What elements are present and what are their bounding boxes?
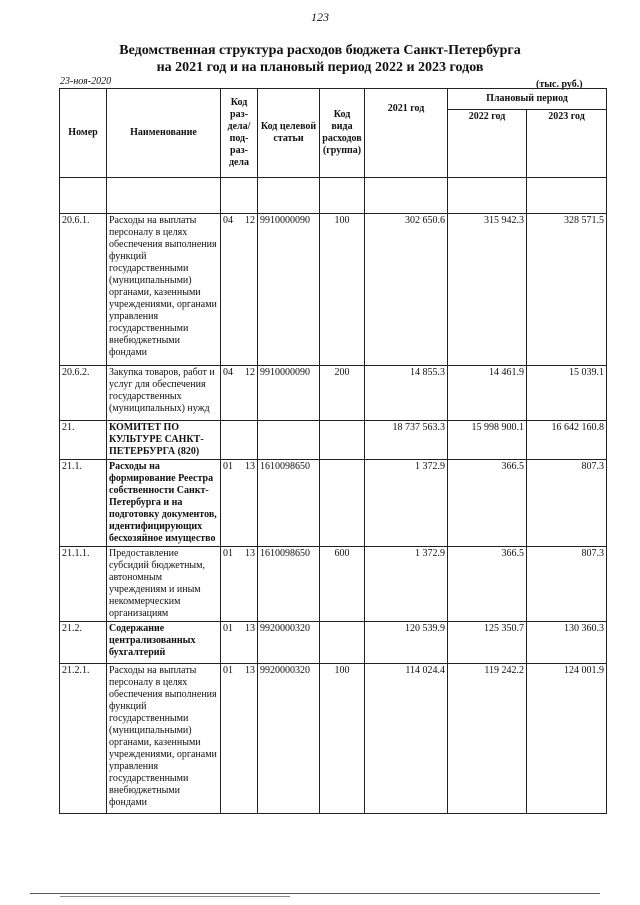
subsection-code: 13 [245, 665, 255, 676]
row-name: Расходы на формирование Реестра собственности Санкт-Петербурга и на подготовку документов, идентифицирующих бесхозяйное имущество [107, 460, 221, 547]
row-amount-2023: 124 001.9 [527, 664, 607, 814]
row-expense-kind: 100 [320, 214, 365, 366]
row-amount-2021: 1 372.9 [365, 547, 448, 622]
header-section-code: Код раз-дела/ под-раз-дела [221, 89, 258, 178]
row-amount-2021: 14 855.3 [365, 366, 448, 421]
header-2022: 2022 год [448, 110, 527, 178]
table-row [60, 214, 607, 366]
header-target-code: Код целевой статьи [258, 89, 320, 178]
section-code-pair [223, 215, 255, 226]
row-expense-kind [320, 421, 365, 460]
subsection-code: 13 [245, 623, 255, 634]
row-amount-2022: 14 461.9 [448, 366, 527, 421]
row-expense-kind [320, 460, 365, 547]
row-amount-2023: 130 360.3 [527, 622, 607, 664]
section-code-pair [223, 367, 255, 378]
table-row [60, 547, 607, 622]
document-date: 23-ноя-2020 [60, 76, 112, 87]
row-expense-kind [320, 622, 365, 664]
table-row [60, 622, 607, 664]
row-amount-2023: 807.3 [527, 547, 607, 622]
row-number: 20.6.1. [60, 214, 107, 366]
row-target-code [258, 421, 320, 460]
row-name: КОМИТЕТ ПО КУЛЬТУРЕ САНКТ-ПЕТЕРБУРГА (820) [107, 421, 221, 460]
row-amount-2023: 328 571.5 [527, 214, 607, 366]
bottom-divider-secondary [60, 896, 290, 897]
row-amount-2022: 315 942.3 [448, 214, 527, 366]
row-amount-2022: 125 350.7 [448, 622, 527, 664]
unit-label: (тыс. руб.) [536, 79, 583, 90]
row-amount-2023: 807.3 [527, 460, 607, 547]
row-number: 20.6.2. [60, 366, 107, 421]
row-name: Закупка товаров, работ и услуг для обеспечения государственных (муниципальных) нужд [107, 366, 221, 421]
row-amount-2021: 120 539.9 [365, 622, 448, 664]
row-number: 21. [60, 421, 107, 460]
row-expense-kind: 200 [320, 366, 365, 421]
table-spacer-row [60, 178, 607, 214]
header-2021: 2021 год [365, 89, 448, 178]
row-target-code: 1610098650 [258, 547, 320, 622]
row-section-code [221, 214, 258, 366]
row-name: Предоставление субсидий бюджетным, автономным учреждениям и иным некоммерческим организациям [107, 547, 221, 622]
header-name: Наименование [107, 89, 221, 178]
row-number: 21.1.1. [60, 547, 107, 622]
header-2023: 2023 год [527, 110, 607, 178]
row-name: Расходы на выплаты персоналу в целях обеспечения выполнения функций государственными (муниципальными) органами, казенными учреждениями, органами управления государственными внебюджетными фондами [107, 214, 221, 366]
subsection-code: 13 [245, 548, 255, 559]
section-code: 01 [223, 665, 233, 676]
row-section-code [221, 460, 258, 547]
table-row [60, 460, 607, 547]
header-number: Номер [60, 89, 107, 178]
row-name: Расходы на выплаты персоналу в целях обеспечения выполнения функций государственными (муниципальными) органами, казенными учреждениями, органами управления государственными внебюджетными фондами [107, 664, 221, 814]
row-expense-kind: 600 [320, 547, 365, 622]
section-code-pair [223, 548, 255, 559]
budget-table [59, 88, 607, 814]
row-amount-2023: 15 039.1 [527, 366, 607, 421]
subsection-code: 12 [245, 215, 255, 226]
section-code-pair [223, 623, 255, 634]
row-amount-2022: 119 242.2 [448, 664, 527, 814]
row-section-code [221, 366, 258, 421]
table-body [60, 214, 607, 814]
bottom-divider [30, 893, 600, 894]
row-expense-kind: 100 [320, 664, 365, 814]
section-code: 01 [223, 623, 233, 634]
row-amount-2021: 114 024.4 [365, 664, 448, 814]
row-section-code [221, 622, 258, 664]
section-code-pair [223, 461, 255, 472]
subsection-code: 13 [245, 461, 255, 472]
section-code: 01 [223, 548, 233, 559]
table-row [60, 664, 607, 814]
row-name: Содержание централизованных бухгалтерий [107, 622, 221, 664]
row-section-code [221, 664, 258, 814]
row-amount-2022: 366.5 [448, 460, 527, 547]
row-target-code: 9910000090 [258, 366, 320, 421]
row-amount-2021: 18 737 563.3 [365, 421, 448, 460]
row-amount-2021: 1 372.9 [365, 460, 448, 547]
row-section-code [221, 421, 258, 460]
row-amount-2022: 15 998 900.1 [448, 421, 527, 460]
page-number: 123 [311, 10, 329, 24]
section-code: 04 [223, 215, 233, 226]
title-line-2: на 2021 год и на плановый период 2022 и 2023 годов [156, 60, 484, 75]
row-amount-2021: 302 650.6 [365, 214, 448, 366]
section-code-pair [223, 665, 255, 676]
document-title [0, 42, 640, 76]
title-line-1: Ведомственная структура расходов бюджета Санкт-Петербурга [119, 43, 521, 58]
row-target-code: 9920000320 [258, 622, 320, 664]
table-row [60, 366, 607, 421]
row-number: 21.2.1. [60, 664, 107, 814]
row-amount-2023: 16 642 160.8 [527, 421, 607, 460]
row-number: 21.2. [60, 622, 107, 664]
row-target-code: 9910000090 [258, 214, 320, 366]
row-section-code [221, 547, 258, 622]
header-expense-kind: Код вида расходов (группа) [320, 89, 365, 178]
section-code: 04 [223, 367, 233, 378]
row-amount-2022: 366.5 [448, 547, 527, 622]
subsection-code: 12 [245, 367, 255, 378]
section-code: 01 [223, 461, 233, 472]
header-planned-period: Плановый период [448, 89, 607, 110]
row-target-code: 1610098650 [258, 460, 320, 547]
row-target-code: 9920000320 [258, 664, 320, 814]
table-row [60, 421, 607, 460]
row-number: 21.1. [60, 460, 107, 547]
